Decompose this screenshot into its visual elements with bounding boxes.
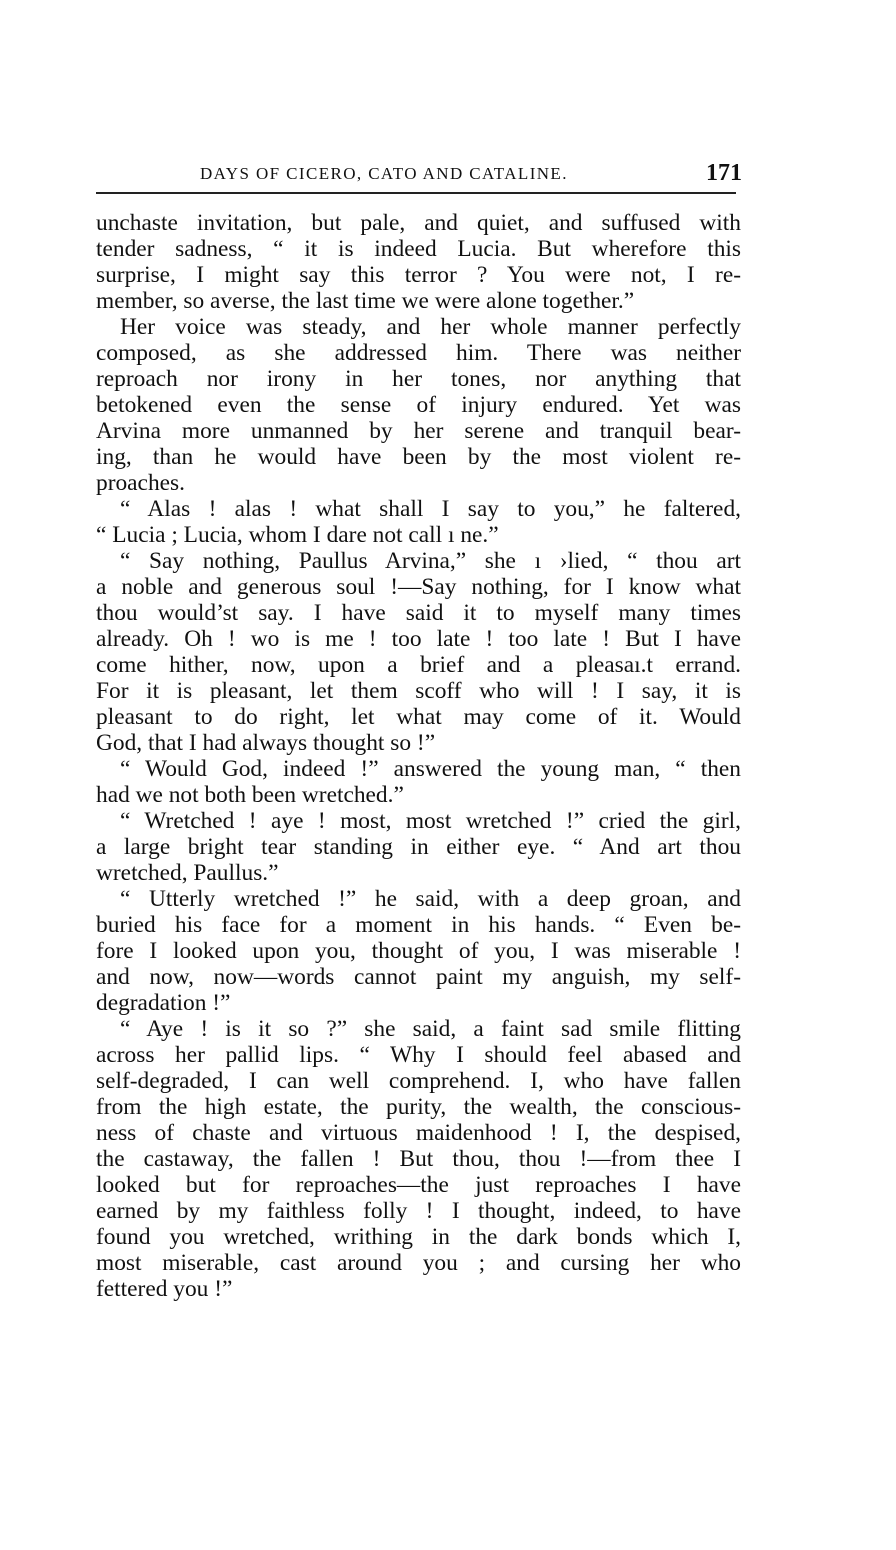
text-line: fore I looked upon you, thought of you, I was miserable ! [96, 938, 741, 964]
text-line: God, that I had always thought so !” [96, 730, 436, 756]
header-rule [96, 192, 736, 194]
paragraph-start-line: “ Alas ! alas ! what shall I say to you,” he faltered, [120, 496, 741, 522]
paragraph-start-line: Her voice was steady, and her whole manner perfectly [120, 314, 741, 340]
paragraph-start-line: “ Aye ! is it so ?” she said, a faint sad smile flitting [120, 1016, 741, 1042]
paragraph-start-line: “ Utterly wretched !” he said, with a deep groan, and [120, 886, 741, 912]
text-line: “ Lucia ; Lucia, whom I dare not call ı ne.” [96, 522, 499, 548]
text-line: looked but for reproaches—the just reproaches I have [96, 1172, 741, 1198]
text-line: the castaway, the fallen ! But thou, thou !—from thee I [96, 1146, 741, 1172]
text-line: ing, than he would have been by the most violent re- [96, 444, 741, 470]
text-line: from the high estate, the purity, the wealth, the conscious- [96, 1094, 741, 1120]
text-line: reproach nor irony in her tones, nor anything that [96, 366, 741, 392]
text-line: proaches. [96, 470, 185, 496]
text-line: a noble and generous soul !—Say nothing, for I know what [96, 574, 741, 600]
text-line: already. Oh ! wo is me ! too late ! too late ! But I have [96, 626, 741, 652]
text-line: member, so averse, the last time we were alone together.” [96, 288, 635, 314]
text-line: betokened even the sense of injury endured. Yet was [96, 392, 741, 418]
text-line: composed, as she addressed him. There was neither [96, 340, 741, 366]
text-line: come hither, now, upon a brief and a pleasaı.t errand. [96, 652, 741, 678]
text-line: a large bright tear standing in either eye. “ And art thou [96, 834, 741, 860]
text-line: fettered you !” [96, 1276, 233, 1302]
text-line: earned by my faithless folly ! I thought, indeed, to have [96, 1198, 741, 1224]
paragraph-start-line: “ Would God, indeed !” answered the young man, “ then [120, 756, 741, 782]
text-line: Arvina more unmanned by her serene and tranquil bear- [96, 418, 741, 444]
paragraph-start-line: “ Wretched ! aye ! most, most wretched !” cried the girl, [120, 808, 741, 834]
text-line: had we not both been wretched.” [96, 782, 404, 808]
text-line: surprise, I might say this terror ? You were not, I re- [96, 262, 741, 288]
text-line: most miserable, cast around you ; and cursing her who [96, 1250, 741, 1276]
text-line: degradation !” [96, 990, 231, 1016]
text-line: wretched, Paullus.” [96, 860, 279, 886]
paragraph-start-line: “ Say nothing, Paullus Arvina,” she ı ›lied, “ thou art [120, 548, 741, 574]
body-text [96, 210, 741, 1302]
text-line: found you wretched, writhing in the dark bonds which I, [96, 1224, 741, 1250]
page-number: 171 [706, 160, 742, 186]
text-line: tender sadness, “ it is indeed Lucia. But wherefore this [96, 236, 741, 262]
running-head-title: DAYS OF CICERO, CATO AND CATALINE. [200, 164, 568, 183]
text-line: and now, now—words cannot paint my anguish, my self- [96, 964, 741, 990]
running-head [96, 160, 744, 194]
text-line: pleasant to do right, let what may come of it. Would [96, 704, 741, 730]
text-line: unchaste invitation, but pale, and quiet, and suffused with [96, 210, 741, 236]
text-line: ness of chaste and virtuous maidenhood ! I, the despised, [96, 1120, 741, 1146]
text-line: across her pallid lips. “ Why I should feel abased and [96, 1042, 741, 1068]
text-line: thou would’st say. I have said it to myself many times [96, 600, 741, 626]
text-line: buried his face for a moment in his hands. “ Even be- [96, 912, 741, 938]
text-line: For it is pleasant, let them scoff who will ! I say, it is [96, 678, 741, 704]
text-line: self-degraded, I can well comprehend. I, who have fallen [96, 1068, 741, 1094]
